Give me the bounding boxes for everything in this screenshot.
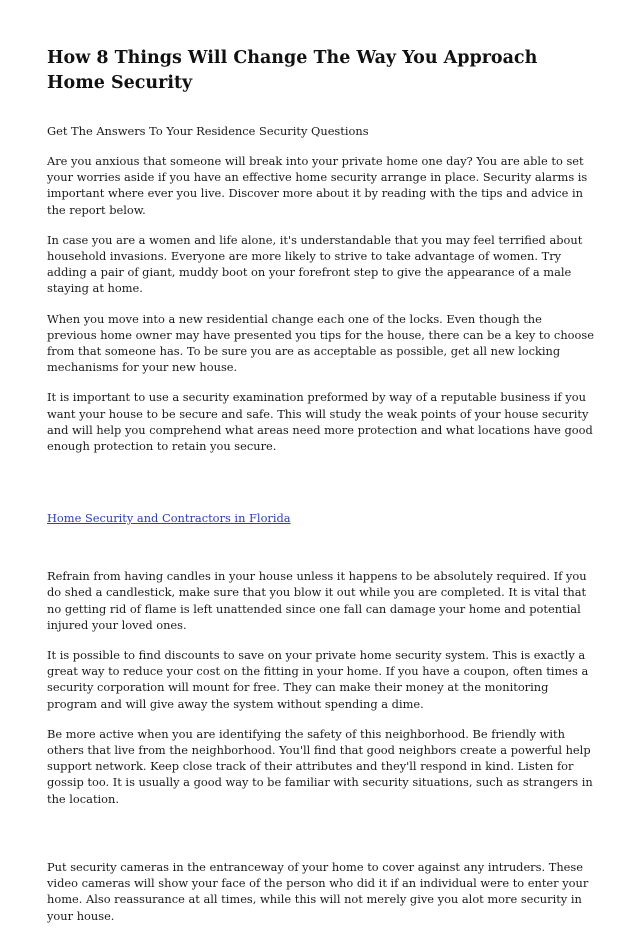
document-title: How 8 Things Will Change The Way You Approach Home Security <box>47 48 538 93</box>
paragraph-neighborhood: Be more active when you are identifying the safety of this neighborhood. Be friendly with others that live from the neighborhood. You'll find that good neighbors create a powerful help support network. Keep close track of their attributes and they'll respond in kind. Listen for gossip too. It is usually a good way to be familiar with security situations, such as strangers in the location. <box>47 726 593 806</box>
bottom-section <box>47 859 595 924</box>
document-subtitle: Get The Answers To Your Residence Security Questions <box>47 124 369 138</box>
paragraph-anxious: Are you anxious that someone will break into your private home one day? You are able to set your worries aside if you have an effective home security arrange in place. Security alarms is important where ever you live. Discover more about it by reading with the tips and advice in the report below. <box>47 154 588 217</box>
paragraph-cameras: Put security cameras in the entranceway of your home to cover against any intruders. These video cameras will show your face of the person who did it if an individual were to enter your home. Also reassurance at all times, while this will not merely give you alot more security in your house. <box>47 859 589 923</box>
paragraph-women: In case you are a women and life alone, it's understandable that you may feel terrified about household invasions. Everyone are more likely to strive to take advantage of women. Try adding a pair of giant, muddy boot on your forefront step to give the appearance of a male staying at home. <box>47 232 583 296</box>
paragraph-discounts: It is possible to find discounts to save on your private home security system. This is exactly a great way to reduce your cost on the fitting in your home. If you have a coupon, often times a security corporation will mount for free. They can make their money at the monitoring program and will give away the system without spending a dime. <box>47 648 589 711</box>
document-page <box>47 46 595 938</box>
middle-section <box>47 568 595 807</box>
paragraph-locks: When you move into a new residential change each one of the locks. Even though the previous home owner may have presented you tips for the house, there can be a key to choose from that someone has. To be sure you are as acceptable as possible, get all new locking mechanisms for your new house. <box>47 311 594 375</box>
link-container <box>47 510 595 526</box>
florida-contractors-link[interactable]: Home Security and Contractors in Florida <box>47 511 291 526</box>
paragraph-candles: Refrain from having candles in your house unless it happens to be absolutely required. If you do shed a candlestick, make sure that you blow it out while you are completed. It is vital that no getting rid of flame is left unattended since one fall can damage your home and potential injured your loved ones. <box>47 569 587 632</box>
paragraph-examination: It is important to use a security examination preformed by way of a reputable business if you want your house to be secure and safe. This will study the weak points of your house security and will help you comprehend what areas need more protection and what locations have good enough protection to retain you secure. <box>47 390 593 454</box>
